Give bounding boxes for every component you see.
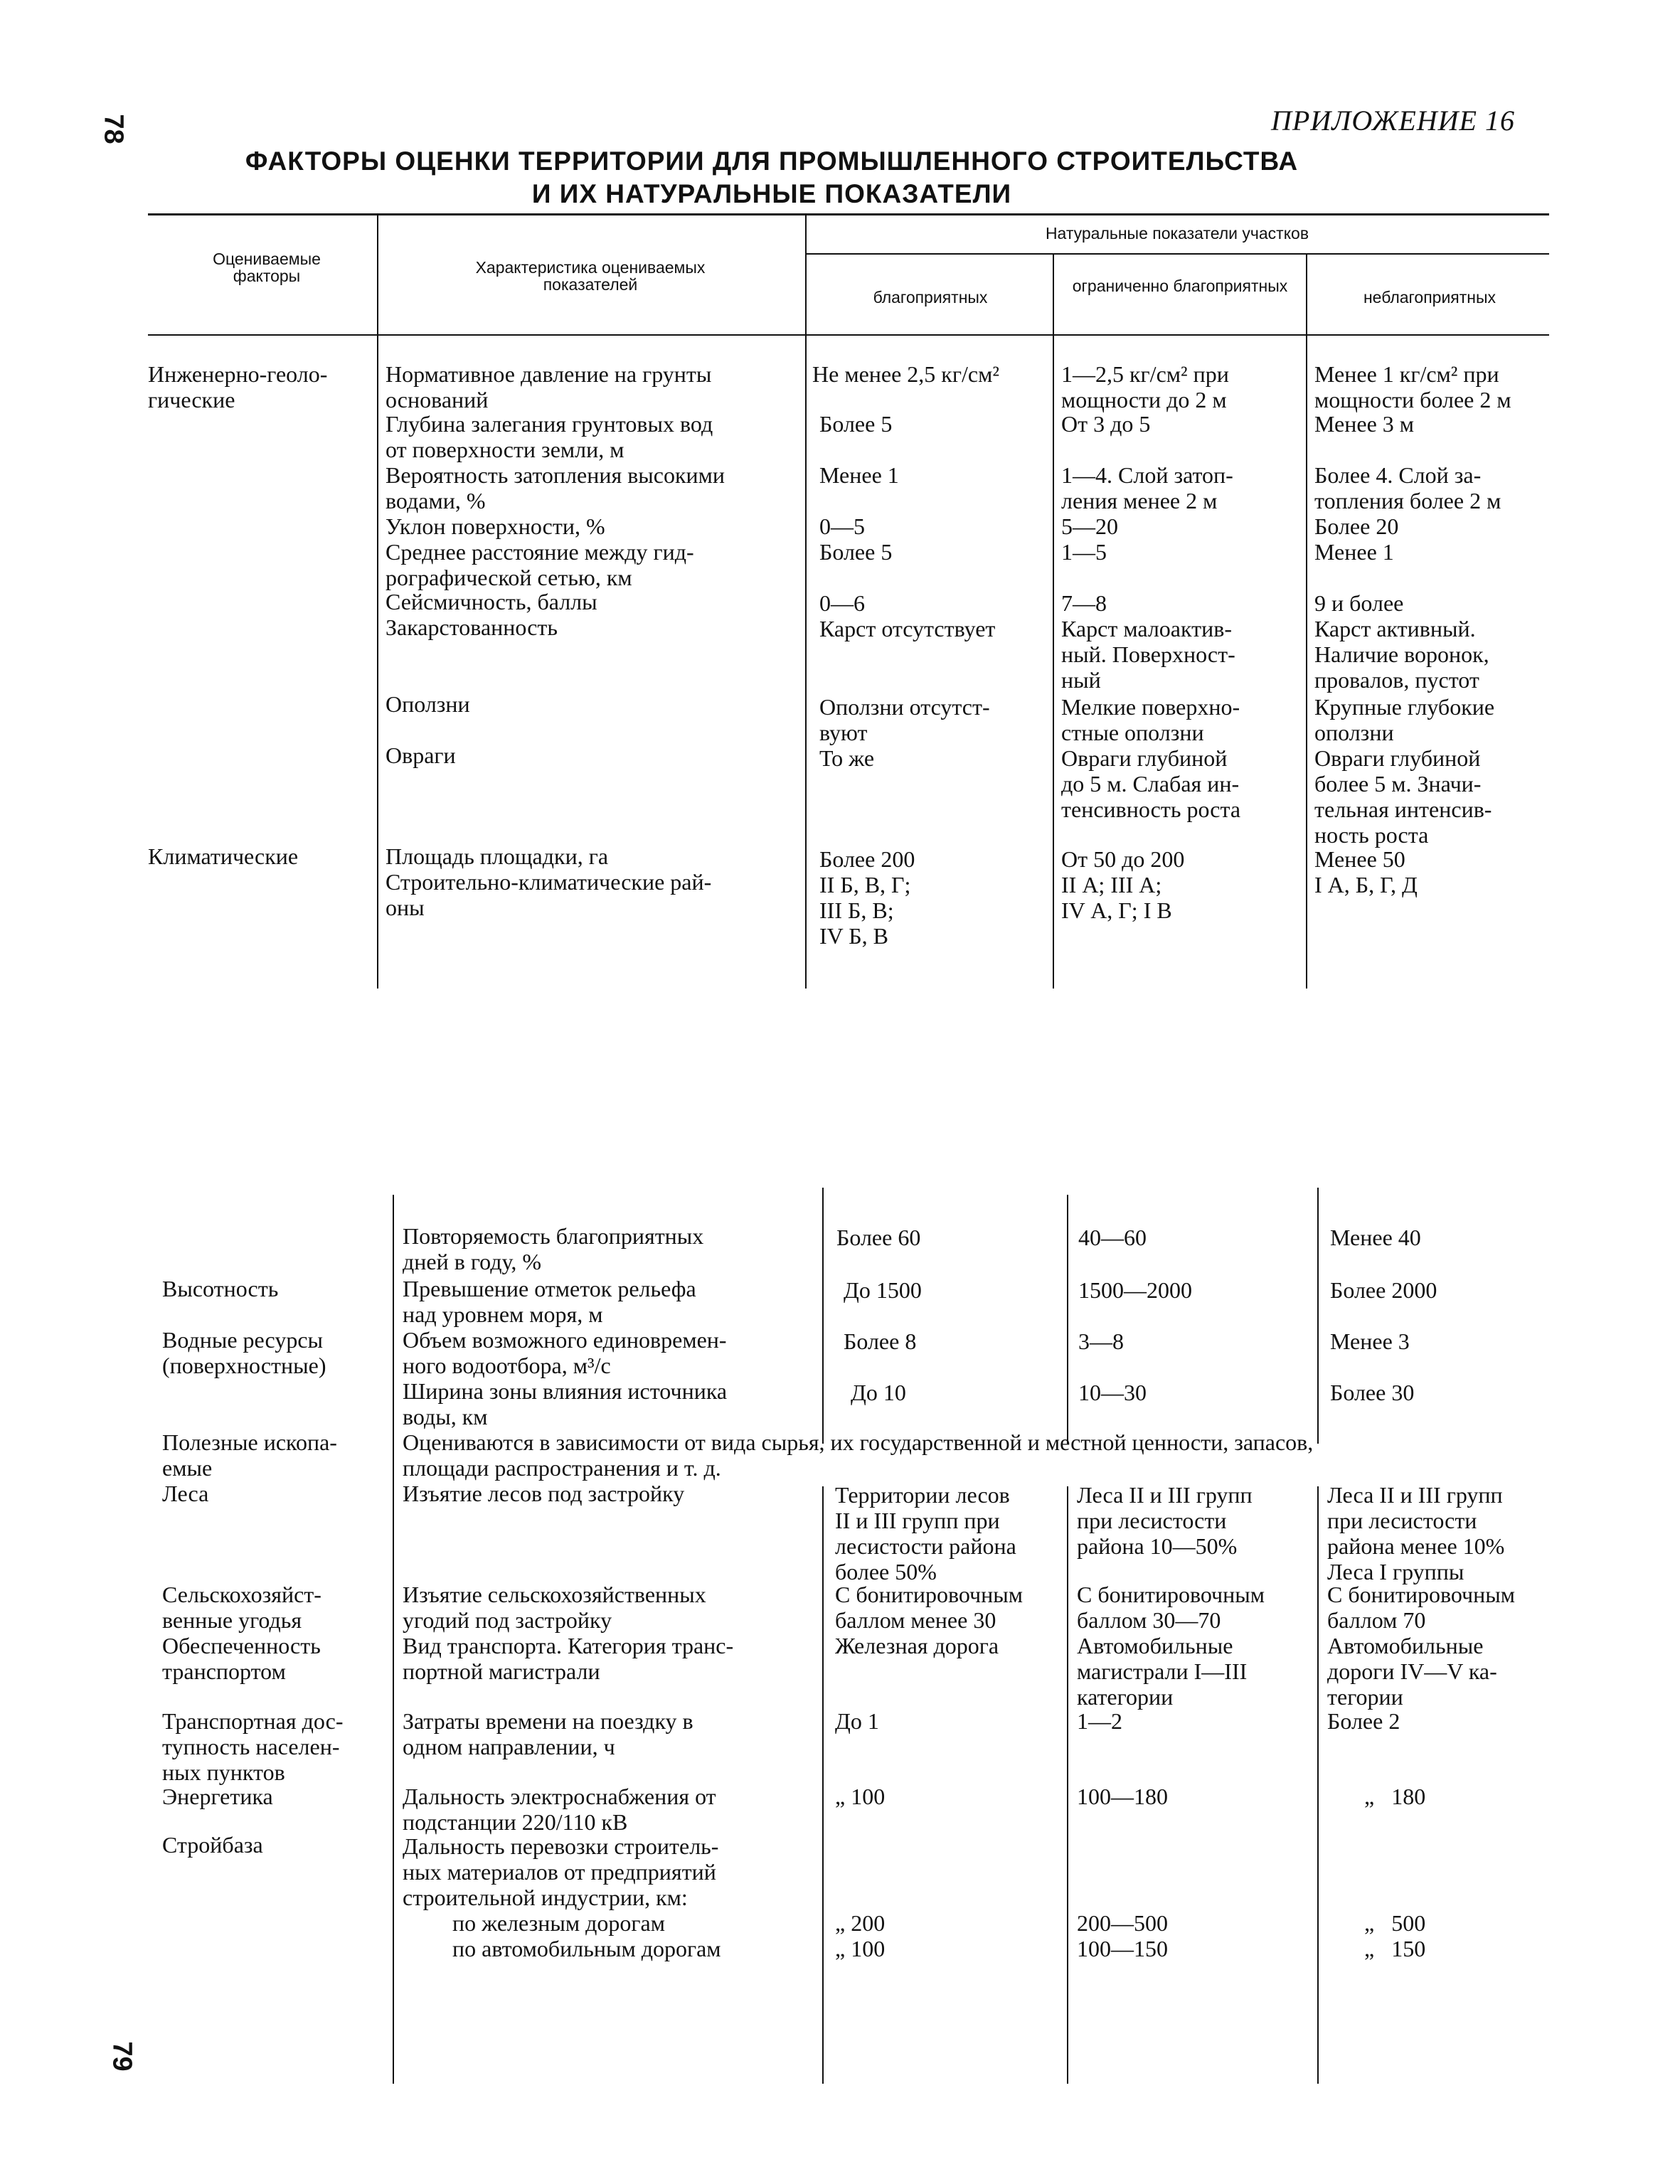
row7-characteristic: Закарстованность — [386, 614, 558, 640]
lower-col-divider-4b — [1317, 1486, 1319, 2084]
row4-limited: 5—20 — [1061, 513, 1118, 539]
row6-unfavorable: 9 и более — [1314, 590, 1404, 616]
row7-unfavorable: Карст активный. Наличие воронок, провалов, пустот — [1314, 616, 1489, 693]
row2-favorable: Более 5 — [819, 411, 893, 437]
row8-limited: Мелкие поверхно- стные оползни — [1061, 694, 1240, 745]
header-limited: ограниченно благоприятных — [1072, 277, 1288, 295]
lower-col-divider-2b — [822, 1486, 824, 2084]
row4-favorable: 0—5 — [819, 513, 865, 539]
factor-agri: Сельскохозяйст- венные угодья — [162, 1582, 321, 1633]
row3-unfavorable: Более 4. Слой за- топления более 2 м — [1314, 462, 1501, 513]
row17-characteristic: Изъятие лесов под застройку — [403, 1481, 685, 1506]
row21-limited: 100—180 — [1077, 1784, 1168, 1809]
page-title-line2: И ИХ НАТУРАЛЬНЫЕ ПОКАЗАТЕЛИ — [531, 179, 1012, 208]
header-factors: Оцениваемые факторы — [213, 250, 321, 285]
row23-favorable: „ 200 — [835, 1910, 886, 1936]
row8-characteristic: Оползни — [386, 691, 470, 717]
row12-unfavorable: Менее 40 — [1330, 1225, 1421, 1250]
row23-unfavorable: „ 500 — [1364, 1910, 1426, 1936]
page-number-bottom: 79 — [107, 2041, 137, 2072]
row6-limited: 7—8 — [1061, 590, 1107, 616]
header-characteristics: Характеристика оцениваемых показателей — [475, 258, 706, 294]
row20-characteristic: Затраты времени на поездку в одном направлении, ч — [403, 1708, 693, 1759]
row19-unfavorable: Автомобильные дороги IV—V ка- тегории — [1327, 1633, 1497, 1710]
row4-unfavorable: Более 20 — [1314, 513, 1399, 539]
table-top-rule — [148, 213, 1549, 215]
row11-limited: II А; III А; IV А, Г; I В — [1061, 872, 1172, 923]
row8-unfavorable: Крупные глубокие оползни — [1314, 694, 1495, 745]
row21-favorable: „ 100 — [835, 1784, 886, 1809]
factor-energy: Энергетика — [162, 1784, 273, 1809]
row6-favorable: 0—6 — [819, 590, 865, 616]
row17-unfavorable: Леса II и III групп при лесистости района менее 10% Леса I группы — [1327, 1482, 1505, 1584]
row17-favorable: Территории лесов II и III групп при лесистости района более 50% — [835, 1482, 1016, 1584]
row19-characteristic: Вид транспорта. Категория транс- портной магистрали — [403, 1633, 734, 1684]
factor-transport: Обеспеченность транспортом — [162, 1633, 321, 1684]
factor-base: Стройбаза — [162, 1832, 263, 1858]
lower-col-divider-4 — [1317, 1188, 1319, 1444]
header-group: Натуральные показатели участков — [1045, 224, 1309, 243]
row20-limited: 1—2 — [1077, 1708, 1122, 1734]
row18-characteristic: Изъятие сельскохозяйственных угодий под застройку — [403, 1582, 706, 1633]
factor-geo: Инженерно-геоло- гические — [148, 361, 328, 412]
header-unfavorable: неблагоприятных — [1363, 288, 1496, 307]
factor-water: Водные ресурсы (поверхностные) — [162, 1327, 326, 1378]
row1-limited: 1—2,5 кг/см² при мощности до 2 м — [1061, 361, 1229, 412]
row7-favorable: Карст отсутствует — [819, 616, 996, 641]
row18-limited: С бонитировочным баллом 30—70 — [1077, 1582, 1265, 1633]
row11-unfavorable: I А, Б, Г, Д — [1314, 872, 1418, 897]
row6-characteristic: Сейсмичность, баллы — [386, 589, 597, 614]
row8-favorable: Оползни отсутст- вуют — [819, 694, 990, 745]
row12-favorable: Более 60 — [836, 1225, 921, 1250]
row14-characteristic: Объем возможного единовремен- ного водоотбора, м³/с — [403, 1327, 727, 1378]
row10-limited: От 50 до 200 — [1061, 846, 1185, 872]
row1-unfavorable: Менее 1 кг/см² при мощности более 2 м — [1314, 361, 1511, 412]
row24-limited: 100—150 — [1077, 1936, 1168, 1961]
page-number-top: 78 — [98, 114, 129, 144]
col-divider-4 — [1306, 253, 1307, 989]
row5-favorable: Более 5 — [819, 539, 893, 565]
row2-limited: От 3 до 5 — [1061, 411, 1151, 437]
row5-characteristic: Среднее расстояние между гид- рографической сетью, км — [386, 539, 694, 590]
row16-span-note: Оцениваются в зависимости от вида сырья, их государственной и местной ценности, запасов, площади распространения и т. д. — [403, 1429, 1314, 1481]
row13-limited: 1500—2000 — [1078, 1277, 1192, 1303]
row20-unfavorable: Более 2 — [1327, 1708, 1400, 1734]
row1-favorable: Не менее 2,5 кг/см² — [812, 361, 999, 387]
row1-characteristic: Нормативное давление на грунты оснований — [386, 361, 712, 412]
row10-unfavorable: Менее 50 — [1314, 846, 1405, 872]
row21-unfavorable: „ 180 — [1364, 1784, 1426, 1809]
row15-unfavorable: Более 30 — [1330, 1380, 1415, 1405]
row24-characteristic: по автомобильным дорогам — [452, 1936, 721, 1961]
row13-unfavorable: Более 2000 — [1330, 1277, 1437, 1303]
row19-limited: Автомобильные магистрали I—III категории — [1077, 1633, 1248, 1710]
row2-characteristic: Глубина залегания грунтовых вод от поверхности земли, м — [386, 411, 713, 462]
row24-unfavorable: „ 150 — [1364, 1936, 1426, 1961]
row9-unfavorable: Овраги глубиной более 5 м. Значи- тельная интенсив- ность роста — [1314, 745, 1492, 848]
row14-unfavorable: Менее 3 — [1330, 1328, 1410, 1354]
row14-favorable: Более 8 — [844, 1328, 917, 1354]
lower-col-divider-2 — [822, 1188, 824, 1444]
row22-characteristic: Дальность перевозки строитель- ных материалов от предприятий строительной индустрии, км: — [403, 1833, 719, 1910]
row17-limited: Леса II и III групп при лесистости района 10—50% — [1077, 1482, 1253, 1559]
row2-unfavorable: Менее 3 м — [1314, 411, 1415, 437]
factor-access: Транспортная дос- тупность населен- ных пунктов — [162, 1708, 344, 1785]
row3-characteristic: Вероятность затопления высокими водами, % — [386, 462, 725, 513]
row13-favorable: До 1500 — [844, 1277, 922, 1303]
row14-limited: 3—8 — [1078, 1328, 1124, 1354]
row3-favorable: Менее 1 — [819, 462, 899, 488]
row21-characteristic: Дальность электроснабжения от подстанции 220/110 кВ — [403, 1784, 716, 1835]
header-favorable: благоприятных — [873, 288, 988, 307]
factor-climate: Климатические — [148, 843, 299, 869]
row3-limited: 1—4. Слой затоп- ления менее 2 м — [1061, 462, 1233, 513]
factor-forest: Леса — [162, 1481, 209, 1506]
row9-limited: Овраги глубиной до 5 м. Слабая ин- тенсивность роста — [1061, 745, 1241, 822]
factor-height: Высотность — [162, 1276, 279, 1301]
row19-favorable: Железная дорога — [835, 1633, 999, 1658]
col-divider-2 — [805, 213, 807, 989]
factor-minerals: Полезные ископа- емые — [162, 1429, 337, 1481]
row18-favorable: С бонитировочным баллом менее 30 — [835, 1582, 1024, 1633]
lower-col-divider-3 — [1067, 1195, 1068, 1444]
row9-favorable: То же — [819, 745, 875, 771]
row20-favorable: До 1 — [835, 1708, 879, 1734]
col-divider-1 — [377, 213, 378, 989]
appendix-label: ПРИЛОЖЕНИЕ 16 — [1271, 105, 1515, 137]
group-header-rule — [805, 253, 1549, 255]
lower-col-divider-1 — [393, 1195, 394, 2084]
row5-limited: 1—5 — [1061, 539, 1107, 565]
row4-characteristic: Уклон поверхности, % — [386, 513, 605, 539]
page-title-line1: ФАКТОРЫ ОЦЕНКИ ТЕРРИТОРИИ ДЛЯ ПРОМЫШЛЕННОГО СТРОИТЕЛЬСТВА — [245, 147, 1299, 176]
row10-characteristic: Площадь площадки, га — [386, 843, 609, 869]
row11-characteristic: Строительно-климатические рай- оны — [386, 869, 712, 920]
row12-characteristic: Повторяемость благоприятных дней в году, % — [403, 1223, 704, 1274]
row10-favorable: Более 200 — [819, 846, 915, 872]
row5-unfavorable: Менее 1 — [1314, 539, 1394, 565]
row15-favorable: До 10 — [851, 1380, 906, 1405]
row15-characteristic: Ширина зоны влияния источника воды, км — [403, 1378, 728, 1429]
row23-limited: 200—500 — [1077, 1910, 1168, 1936]
row23-characteristic: по железным дорогам — [452, 1910, 665, 1936]
row13-characteristic: Превышение отметок рельефа над уровнем моря, м — [403, 1276, 696, 1327]
row7-limited: Карст малоактив- ный. Поверхност- ный — [1061, 616, 1235, 693]
header-bottom-rule — [148, 334, 1549, 336]
col-divider-3 — [1053, 253, 1054, 989]
row24-favorable: „ 100 — [835, 1936, 886, 1961]
lower-col-divider-3b — [1067, 1486, 1068, 2084]
row9-characteristic: Овраги — [386, 742, 456, 768]
row12-limited: 40—60 — [1078, 1225, 1147, 1250]
row18-unfavorable: С бонитировочным баллом 70 — [1327, 1582, 1516, 1633]
row15-limited: 10—30 — [1078, 1380, 1147, 1405]
row11-favorable: II Б, В, Г; III Б, В; IV Б, В — [819, 872, 911, 949]
